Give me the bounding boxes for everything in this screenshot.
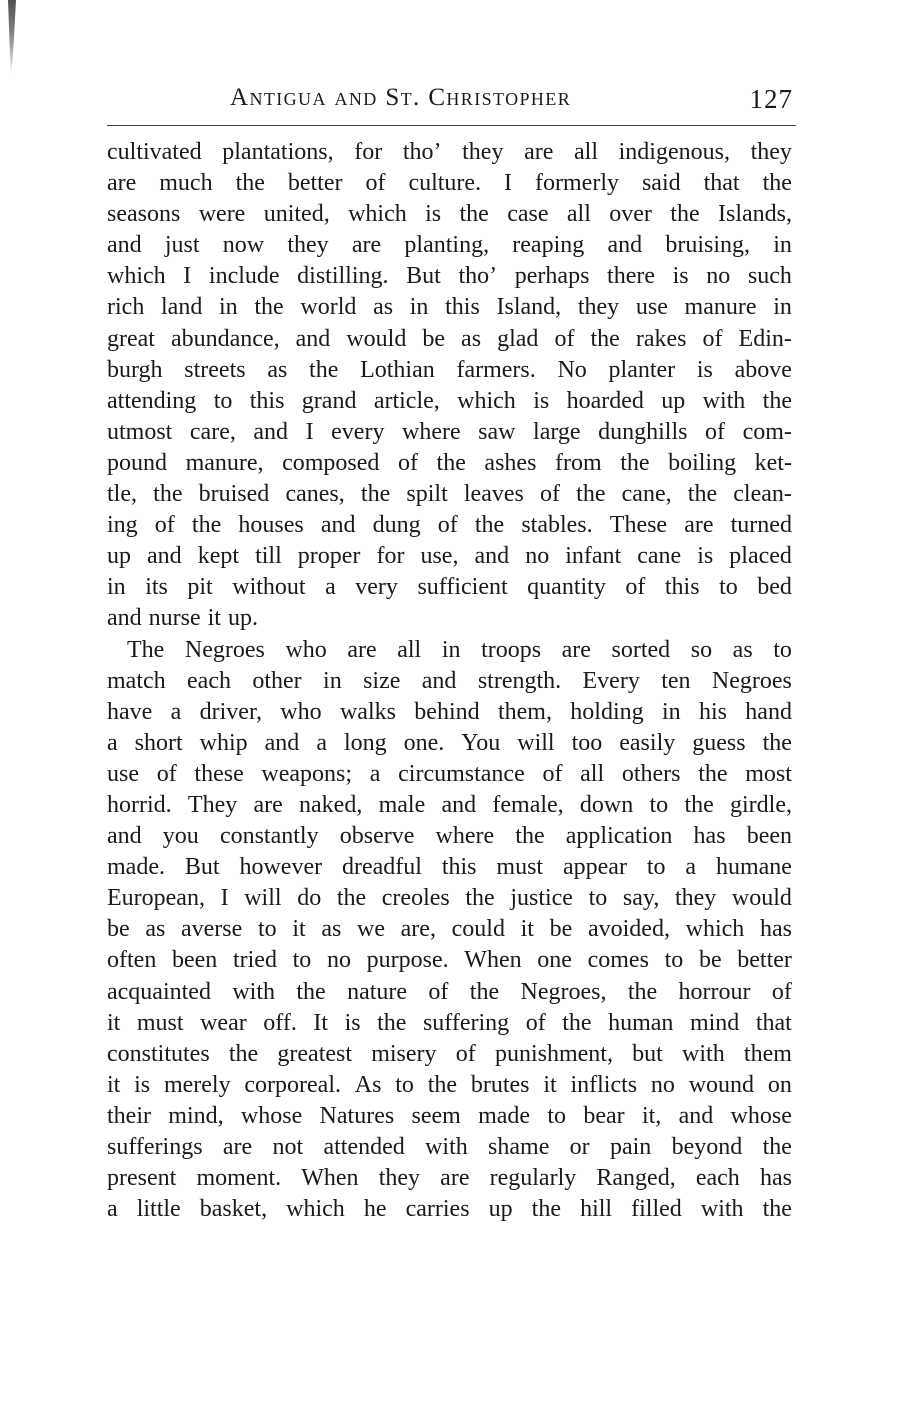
text-line: up and kept till proper for use, and no infant cane is placed [107, 543, 792, 570]
page-number: 127 [749, 84, 793, 114]
text-line: rich land in the world as in this Island, they use manure in [107, 294, 792, 321]
text-line: and nurse it up. [107, 605, 258, 632]
scan-artifact-mark [8, 0, 16, 75]
text-line: sufferings are not attended with shame or pain beyond the [107, 1134, 792, 1160]
text-line: and just now they are planting, reaping and bruising, in [107, 232, 792, 259]
text-line: use of these weapons; a circumstance of all others the most [107, 760, 792, 787]
paragraph [107, 635, 792, 1226]
paragraph [107, 137, 792, 635]
text-line: acquainted with the nature of the Negroes, the horrour of [107, 978, 792, 1005]
text-line: European, I will do the creoles the justice to say, they would [107, 885, 792, 912]
text-line: pound manure, composed of the ashes from the boiling ket- [107, 449, 792, 476]
running-head [107, 84, 795, 124]
text-line: utmost care, and I every where saw large dunghills of com- [107, 418, 792, 445]
text-line: match each other in size and strength. Every ten Negroes [107, 667, 792, 694]
text-line: and you constantly observe where the application has been [107, 823, 792, 850]
running-title: Antigua and St. Christopher [230, 84, 572, 111]
text-line: The Negroes who are all in troops are sorted so as to [127, 636, 792, 663]
text-line: it is merely corporeal. As to the brutes it inflicts no wound on [107, 1071, 792, 1098]
text-line: horrid. They are naked, male and female, down to the girdle, [107, 791, 792, 818]
text-line: a little basket, which he carries up the hill filled with the [107, 1196, 792, 1223]
text-line: tle, the bruised canes, the spilt leaves of the cane, the clean- [107, 481, 792, 508]
text-line: ing of the houses and dung of the stables. These are turned [107, 512, 792, 539]
text-line: cultivated plantations, for tho’ they are all indigenous, they [107, 139, 792, 165]
text-line: which I include distilling. But tho’ perhaps there is no such [107, 263, 792, 290]
text-line: in its pit without a very sufficient quantity of this to bed [107, 574, 792, 601]
text-line: their mind, whose Natures seem made to bear it, and whose [107, 1102, 792, 1129]
text-line: burgh streets as the Lothian farmers. No planter is above [107, 356, 792, 383]
text-line: have a driver, who walks behind them, holding in his hand [107, 698, 792, 725]
text-line: are much the better of culture. I formerly said that the [107, 170, 792, 197]
text-line: great abundance, and would be as glad of the rakes of Edin- [107, 325, 792, 352]
text-line: present moment. When they are regularly Ranged, each has [107, 1165, 792, 1192]
body-text [107, 137, 792, 1225]
text-line: it must wear off. It is the suffering of the human mind that [107, 1009, 792, 1036]
text-line: be as averse to it as we are, could it be avoided, which has [107, 916, 792, 943]
text-line: attending to this grand article, which is hoarded up with the [107, 387, 792, 414]
header-rule [107, 125, 796, 126]
text-line: made. But however dreadful this must appear to a humane [107, 854, 792, 881]
text-line: constitutes the greatest misery of punishment, but with them [107, 1040, 792, 1067]
text-line: often been tried to no purpose. When one comes to be better [107, 947, 792, 974]
text-line: a short whip and a long one. You will too easily guess the [107, 729, 792, 756]
text-line: seasons were united, which is the case all over the Islands, [107, 201, 792, 228]
